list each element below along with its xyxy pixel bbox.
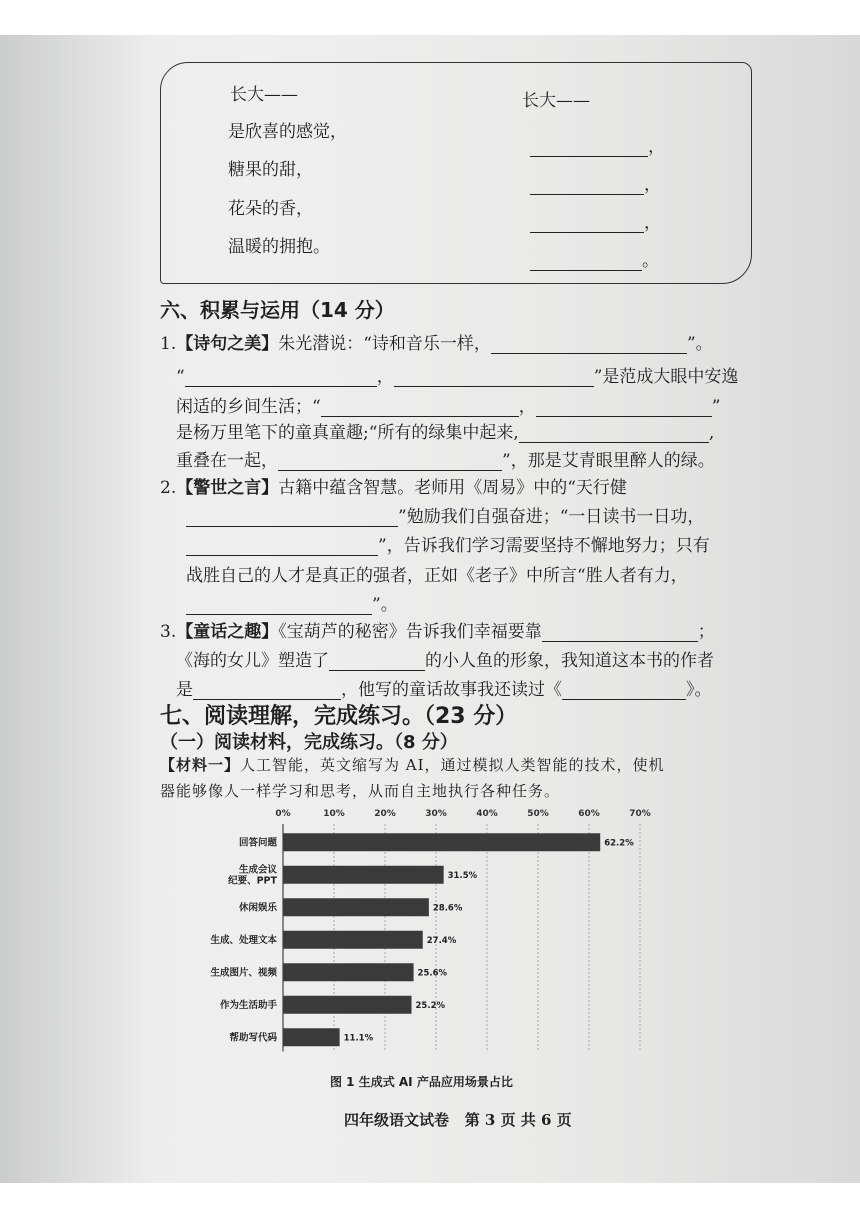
section-7-title: 七、阅读理解，完成练习。（23 分） (160, 704, 518, 729)
data-label: 62.2% (604, 838, 634, 849)
q3-line-3 (176, 675, 712, 700)
material-line-1 (160, 754, 665, 775)
answer-blank[interactable] (536, 398, 712, 417)
q2-text: ”勉励我们自强奋进；“一日读书一日功， (398, 507, 705, 527)
bar-chart (180, 802, 700, 1072)
q3-text: 《宝葫芦的秘密》告诉我们幸福要靠 (278, 622, 542, 642)
q3-text: 《海的女儿》塑造了 (176, 651, 329, 671)
answer-blank[interactable] (278, 452, 502, 471)
q1-tag: 【诗句之美】 (176, 334, 279, 354)
q1-punct: ” (711, 397, 721, 417)
data-label: 27.4% (426, 935, 457, 946)
category-label: 帮助写代码 (229, 1032, 277, 1044)
category-label: 生成、处理文本 (210, 934, 277, 946)
punct: ， (644, 175, 661, 195)
q1-line-1 (160, 329, 713, 354)
category-label: 作为生活助手 (219, 999, 277, 1011)
poem-left-line-1: 长大—— (230, 85, 298, 105)
category-label: 生成图片、视频 (210, 967, 277, 979)
q1-line-2 (176, 362, 738, 387)
q1-text: ”是范成大眼中安逸 (593, 367, 739, 387)
poem-left-line-4: 花朵的香， (228, 199, 313, 219)
answer-blank[interactable] (329, 652, 425, 671)
q3-line-2 (176, 646, 714, 671)
q1-line-5 (176, 446, 715, 471)
category-label: 生成会议 (238, 864, 277, 876)
poem-right-row-2 (530, 170, 661, 195)
q1-punct: ”。 (686, 334, 713, 354)
x-tick-label: 50% (527, 809, 549, 819)
answer-blank[interactable] (394, 368, 594, 387)
section-6-title: 六、积累与运用（14 分） (160, 298, 395, 322)
q2-punct: ”。 (372, 595, 398, 615)
bar (283, 833, 600, 851)
q2-line-3 (186, 531, 710, 556)
answer-blank[interactable] (562, 681, 686, 700)
q3-punct: 》。 (686, 680, 712, 700)
page-footer (344, 1109, 572, 1130)
q1-text: 朱光潜说：“诗和音乐一样， (278, 334, 491, 354)
q3-punct: ； (697, 622, 715, 642)
x-tick-label: 20% (374, 809, 396, 819)
q2-line-2 (186, 502, 704, 527)
q2-tag: 【警世之言】 (176, 478, 279, 498)
poem-left-line-5: 温暖的拥抱。 (228, 237, 330, 257)
answer-blank[interactable] (519, 424, 709, 443)
punct: 。 (642, 251, 659, 271)
answer-blank[interactable] (321, 398, 519, 417)
bar-chart-svg (180, 802, 700, 1072)
answer-blank[interactable] (542, 623, 698, 642)
material-line-2: 器能够像人一样学习和思考，从而自主地执行各种任务。 (160, 782, 561, 800)
poem-left-line-2: 是欣喜的感觉， (228, 122, 347, 142)
footer-title: 四年级语文试卷 (344, 1111, 450, 1129)
answer-blank[interactable] (530, 176, 644, 195)
material-tag: 【材料一】 (160, 756, 241, 774)
poem-right-title: 长大—— (522, 91, 590, 111)
answer-blank[interactable] (491, 335, 687, 354)
data-label: 28.6% (432, 903, 463, 914)
data-label: 11.1% (343, 1033, 374, 1044)
q1-line-3 (176, 392, 720, 417)
category-label: 回答问题 (238, 837, 277, 849)
category-label: 纪要、PPT (228, 875, 277, 887)
poem-left-line-3: 糖果的甜， (228, 160, 313, 180)
q3-number: 3. (160, 622, 177, 642)
answer-blank[interactable] (530, 138, 648, 157)
bar (283, 963, 414, 981)
q2-text: 古籍中蕴含智慧。老师用《周易》中的“天行健 (278, 478, 627, 498)
answer-blank[interactable] (186, 596, 372, 615)
q2-number: 2. (160, 478, 177, 498)
q3-tag: 【童话之趣】 (176, 622, 279, 642)
section-7-subtitle: （一）阅读材料，完成练习。（8 分） (160, 732, 458, 753)
answer-blank[interactable] (530, 214, 644, 233)
data-label: 25.6% (417, 968, 448, 979)
x-tick-label: 0% (275, 809, 291, 819)
bar (283, 996, 412, 1014)
q1-text: 重叠在一起， (176, 451, 278, 471)
x-tick-label: 70% (629, 809, 651, 819)
bar (283, 866, 444, 884)
paper-shadow (0, 35, 150, 1183)
x-tick-label: 60% (578, 809, 600, 819)
answer-blank[interactable] (186, 508, 398, 527)
answer-blank[interactable] (193, 681, 341, 700)
footer-page-number: 第 3 页 共 6 页 (464, 1111, 572, 1129)
q3-line-1 (160, 617, 715, 642)
q1-punct: , (708, 423, 715, 443)
q3-text: 的小人鱼的形象，我知道这本书的作者 (425, 651, 714, 671)
q2-text: ”，告诉我们学习需要坚持不懈地努力；只有 (378, 536, 710, 556)
answer-blank[interactable] (186, 537, 378, 556)
bar (283, 1028, 340, 1046)
q1-punct: ， (376, 367, 394, 387)
x-tick-label: 30% (425, 809, 447, 819)
category-label: 休闲娱乐 (238, 902, 277, 914)
x-tick-label: 10% (323, 809, 345, 819)
q2-line-1 (160, 473, 627, 498)
q3-text: 是 (176, 680, 193, 700)
bar (283, 898, 429, 916)
q1-punct: “ (176, 367, 185, 387)
q1-punct: ， (518, 397, 536, 417)
bar (283, 931, 423, 949)
material-text: 人工智能，英文缩写为 AI，通过模拟人类智能的技术，使机 (240, 756, 665, 774)
q2-line-4: 战胜自己的人才是真正的强者，正如《老子》中所言“胜人者有力， (186, 566, 688, 586)
q1-number: 1. (160, 334, 177, 354)
q2-line-5 (186, 590, 398, 615)
data-label: 25.2% (415, 1000, 446, 1011)
poem-right-row-4 (530, 246, 659, 271)
punct: ， (644, 213, 661, 233)
q1-line-4 (176, 418, 714, 443)
q1-text: ”，那是艾青眼里醉人的绿。 (502, 451, 715, 471)
answer-blank[interactable] (530, 252, 642, 271)
poem-right-row-1 (530, 132, 665, 157)
chart-caption: 图 1 生成式 AI 产品应用场景占比 (330, 1075, 513, 1089)
q1-text: 是杨万里笔下的童真童趣;“所有的绿集中起来, (176, 423, 519, 443)
answer-blank[interactable] (185, 368, 377, 387)
x-tick-label: 40% (476, 809, 498, 819)
q1-text: 闲适的乡间生活；“ (176, 397, 321, 417)
q3-text: ，他写的童话故事我还读过《 (341, 680, 562, 700)
poem-right-row-3 (530, 208, 661, 233)
data-label: 31.5% (447, 870, 478, 881)
punct: ， (648, 137, 665, 157)
